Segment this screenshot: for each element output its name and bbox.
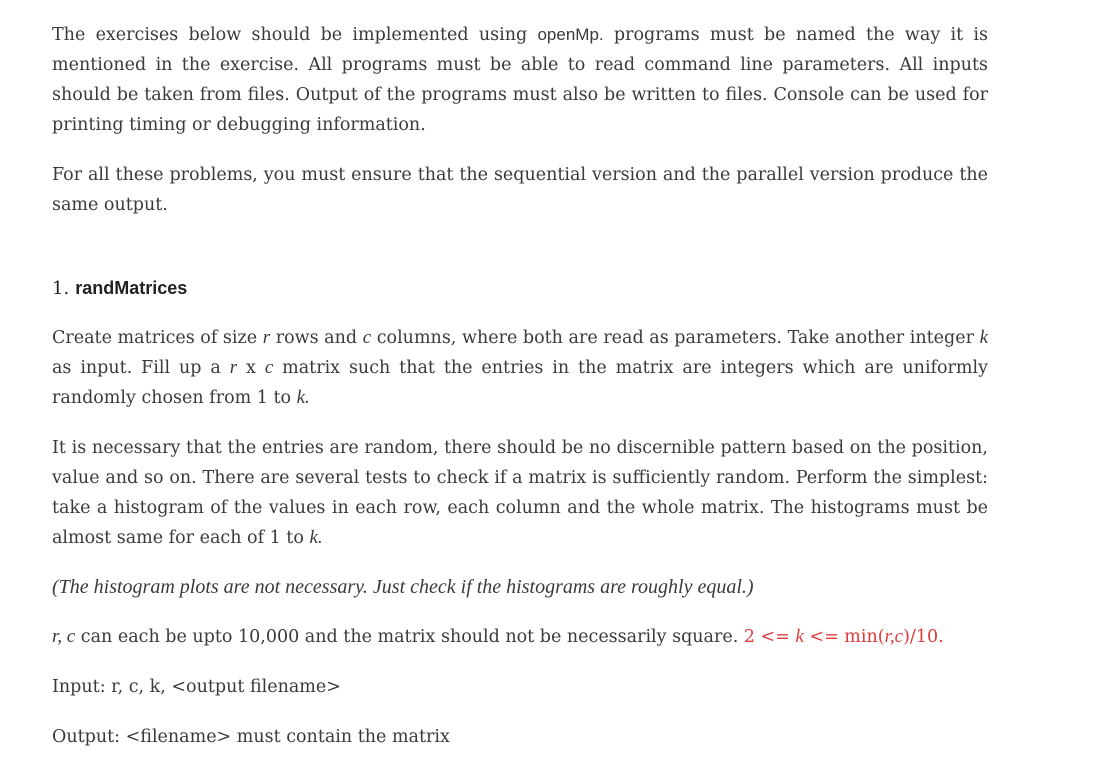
text: matrix such that the entries in the matrix are integers which are uniformly randomly chosen from 1 to: [52, 358, 989, 408]
histogram-note: (The histogram plots are not necessary. Just check if the histograms are roughly equal.): [52, 576, 754, 598]
section-heading: [52, 273, 187, 304]
intro-text-cont: programs must be named the way it is mentioned in the exercise. All programs must be able to read command line parameters. All inputs should be taken from files. Output of the programs must also be written to files. Console can be used for printing timing or debugging information.: [52, 25, 988, 135]
var-r: r: [262, 327, 271, 348]
intro-paragraph-1: [52, 20, 988, 140]
constraint-red: [744, 627, 944, 647]
section-number: 1.: [52, 278, 70, 299]
var-k: k.: [309, 527, 323, 548]
text: as input. Fill up a: [52, 358, 230, 378]
var-rc: r,c: [884, 626, 904, 647]
section-title: randMatrices: [75, 278, 188, 298]
section-paragraph-2: [52, 433, 988, 553]
var-c: c: [264, 357, 274, 378]
text: x: [237, 358, 265, 378]
var-k: k: [795, 626, 804, 647]
var-rc: r, c: [52, 626, 76, 647]
var-r: r: [229, 357, 238, 378]
var-k: k: [979, 327, 989, 348]
text: rows and: [270, 328, 363, 348]
text: can each be upto 10,000 and the matrix should not be necessarily square.: [75, 627, 744, 647]
input-line: Input: r, c, k, <output filename>: [52, 677, 341, 697]
constraint-line: [52, 622, 988, 652]
text: <= min(: [803, 627, 885, 647]
openmp-term: openMp.: [537, 25, 604, 44]
section-paragraph-1: [52, 323, 988, 413]
intro-text: The exercises below should be implemented using: [52, 25, 538, 45]
text: 2 <=: [743, 627, 796, 647]
intro-paragraph-2: For all these problems, you must ensure that the sequential version and the parallel version produce the same output.: [52, 165, 988, 215]
text: It is necessary that the entries are random, there should be no discernible pattern based on the position, value and so on. There are several tests to check if a matrix is sufficiently random. Perform the simplest: take a histogram of the values in each row, each column and the whole matrix. The histograms must be almost same for each of 1 to: [52, 438, 988, 548]
var-k: k.: [296, 387, 310, 408]
output-line: Output: <filename> must contain the matrix: [52, 727, 450, 747]
text: )/10.: [903, 627, 944, 647]
text: Create matrices of size: [52, 328, 263, 348]
text: columns, where both are read as parameters. Take another integer: [371, 328, 980, 348]
var-c: c: [362, 327, 372, 348]
